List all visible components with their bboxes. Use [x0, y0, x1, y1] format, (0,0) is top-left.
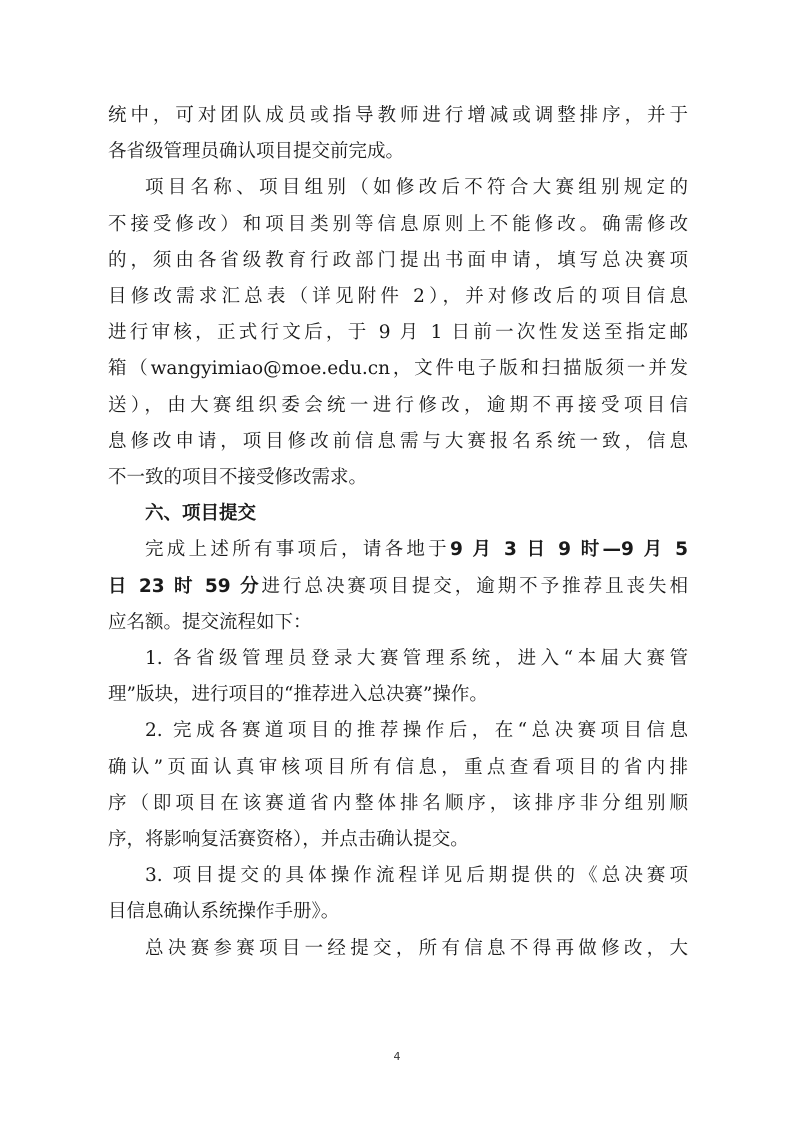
list-item-1 — [108, 641, 688, 713]
text-line — [108, 569, 688, 605]
deadline-bold: 日 23 时 59 分 — [108, 575, 262, 597]
text-line: 序（即项目在该赛道省内整体排名顺序，该排序非分组别顺 — [108, 792, 688, 814]
text-line: 序，将影响复活赛资格），并点击确认提交。 — [108, 829, 469, 851]
paragraph-modification-rules — [108, 170, 688, 496]
paragraph-submission-time — [108, 532, 688, 641]
text-span: 完成上述所有事项后，请各地于 — [145, 539, 450, 561]
text-line: 统中，可对团队成员或指导教师进行增减或调整排序，并于 — [108, 105, 688, 126]
text-line: 送），由大赛组织委会统一进行修改，逾期不再接受项目信 — [108, 394, 688, 416]
text-line: 各省级管理员确认项目提交前完成。 — [108, 141, 405, 163]
text-line: 目信息确认系统操作手册》。 — [108, 901, 340, 923]
list-item-3 — [108, 858, 688, 930]
text-line: 1. 各省级管理员登录大赛管理系统，进入“本届大赛管 — [145, 648, 688, 670]
text-line — [108, 532, 688, 568]
text-line: 目修改需求汇总表（详见附件 2），并对修改后的项目信息 — [108, 286, 688, 308]
text-line: 不一致的项目不接受修改需求。 — [108, 467, 368, 489]
list-item-2 — [108, 713, 688, 858]
text-span: 进行总决赛项目提交，逾期不予推荐且丧失相 — [261, 575, 688, 597]
text-line: 2. 完成各赛道项目的推荐操作后，在“总决赛项目信息 — [145, 720, 688, 742]
text-line: 应名额。提交流程如下： — [108, 611, 312, 633]
text-line: 项目名称、项目组别（如修改后不符合大赛组别规定的 — [145, 177, 688, 199]
text-line: 理”版块，进行项目的“推荐进入总决赛”操作。 — [108, 684, 488, 706]
text-line: 箱（wangyimiao@moe.edu.cn，文件电子版和扫描版须一并发 — [108, 358, 688, 380]
section-heading-project-submission: 六、项目提交 — [145, 503, 257, 525]
paragraph-continuation — [108, 98, 688, 170]
text-line: 3. 项目提交的具体操作流程详见后期提供的《总决赛项 — [145, 865, 688, 887]
text-line: 进行审核，正式行文后，于 9 月 1 日前一次性发送至指定邮 — [108, 322, 688, 344]
text-line: 的，须由各省级教育行政部门提出书面申请，填写总决赛项 — [108, 249, 688, 271]
paragraph-final-note — [108, 931, 688, 967]
text-line: 不接受修改）和项目类别等信息原则上不能修改。确需修改 — [108, 213, 688, 235]
text-line: 确认”页面认真审核项目所有信息，重点查看项目的省内排 — [108, 756, 688, 778]
text-line: 总决赛参赛项目一经提交，所有信息不得再做修改，大 — [145, 937, 688, 959]
page-number: 4 — [393, 1050, 401, 1063]
text-line: 息修改申请，项目修改前信息需与大赛报名系统一致，信息 — [108, 430, 688, 452]
deadline-bold: 9 月 3 日 9 时—9 月 5 — [449, 539, 688, 561]
body-text — [108, 98, 688, 967]
